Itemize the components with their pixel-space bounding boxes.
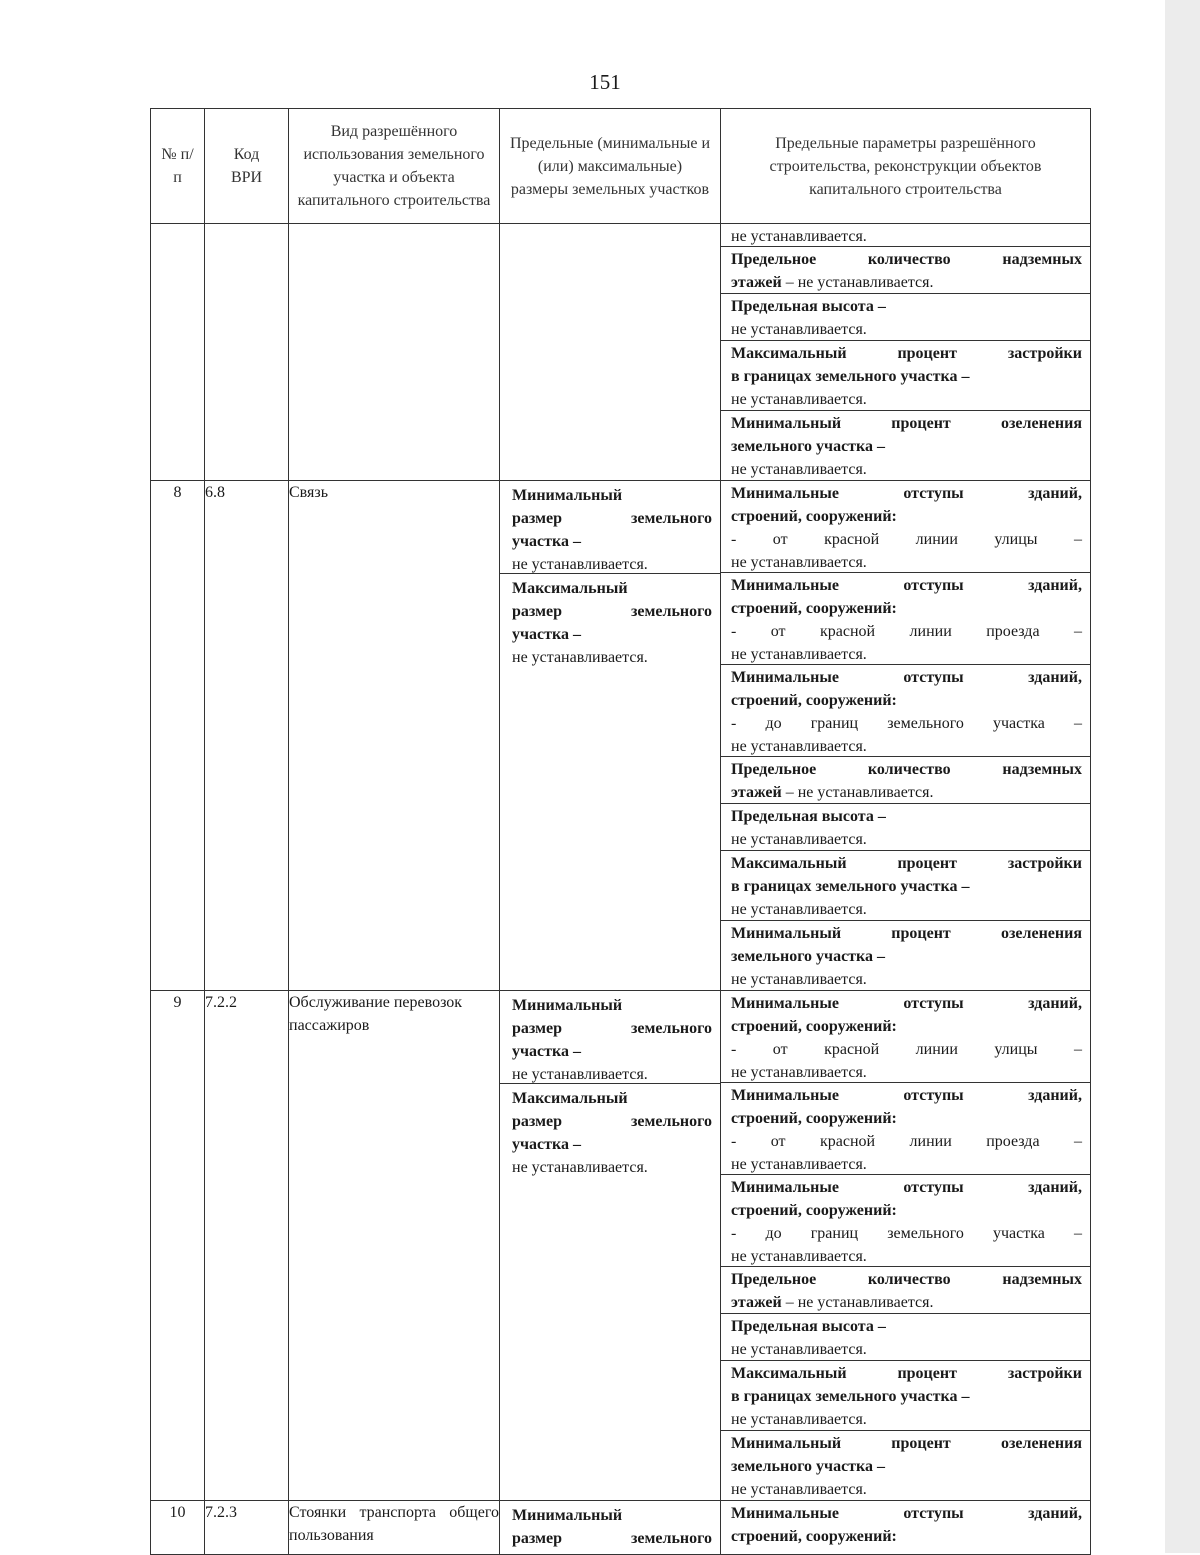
cell-code: 7.2.2 — [205, 991, 289, 1501]
cell-name: Связь — [289, 481, 500, 991]
table-header-row — [151, 109, 1091, 224]
size-min: Минимальный размер земельного участка – не устанавливается. — [500, 991, 720, 1084]
param-item: Минимальные отступы зданий, строений, сооружений: - от красной линии проезда – не устанавливается. — [721, 573, 1090, 665]
param-item: Минимальные отступы зданий, строений, сооружений: - от красной линии улицы – не устанавливается. — [721, 481, 1090, 573]
cell-params — [721, 224, 1091, 481]
size-min: Минимальный размер земельного участка – не устанавливается. — [500, 481, 720, 574]
size-max: Максимальный размер земельного участка – не устанавливается. — [512, 580, 712, 666]
cell-num: 10 — [151, 1501, 205, 1555]
param-item: Предельное количество надземных этажей – не устанавливается. — [721, 1267, 1090, 1314]
cell-num: 8 — [151, 481, 205, 991]
header-build-params: Предельные параметры разрешённого строительства, реконструкции объектов капитального строительства — [721, 109, 1091, 224]
param-item: Максимальный процент застройки в границах земельного участка – не устанавливается. — [721, 1361, 1090, 1431]
cell-params — [721, 991, 1091, 1501]
cell-code — [205, 224, 289, 481]
cell-num: 9 — [151, 991, 205, 1501]
header-num: № п/п — [151, 109, 205, 224]
size-min: Минимальный размер земельного — [512, 1507, 712, 1547]
cell-num — [151, 224, 205, 481]
cell-sizes — [500, 224, 721, 481]
scan-edge-strip — [1165, 0, 1200, 1553]
cell-code: 7.2.3 — [205, 1501, 289, 1555]
header-plot-sizes: Предельные (минимальные и (или) максимальные) размеры земельных участков — [500, 109, 721, 224]
param-item: Предельное количество надземных этажей – не устанавливается. — [721, 247, 1090, 294]
param-item: Минимальный процент озеленения земельного участка – не устанавливается. — [731, 925, 1082, 988]
table-row-8 — [151, 481, 1091, 991]
cell-sizes — [500, 481, 721, 991]
param-item — [721, 224, 1090, 247]
cell-name — [289, 224, 500, 481]
cell-code: 6.8 — [205, 481, 289, 991]
param-item: Предельное количество надземных этажей – не устанавливается. — [721, 757, 1090, 804]
param-item: Предельная высота – не устанавливается. — [721, 804, 1090, 851]
table-row-continuation — [151, 224, 1091, 481]
param-item: Минимальные отступы зданий, строений, сооружений: - от красной линии улицы – не устанавливается. — [721, 991, 1090, 1083]
cell-name: Обслуживание перевозок пассажиров — [289, 991, 500, 1501]
param-text: не устанавливается. — [731, 228, 867, 245]
param-item: Минимальные отступы зданий, строений, сооружений: - от красной линии проезда – не устанавливается. — [721, 1083, 1090, 1175]
table-row-9 — [151, 991, 1091, 1501]
page-number: 151 — [589, 70, 621, 94]
size-max: Максимальный размер земельного участка – не устанавливается. — [512, 1090, 712, 1176]
regulations-table — [150, 108, 1091, 1555]
param-item: Минимальный процент озеленения земельного участка – не устанавливается. — [731, 415, 1082, 478]
header-use-type: Вид разрешённого использования земельного участка и объекта капитального строительства — [289, 109, 500, 224]
cell-params — [721, 481, 1091, 991]
cell-sizes — [500, 1501, 721, 1555]
param-item: Максимальный процент застройки в границах земельного участка – не устанавливается. — [721, 341, 1090, 411]
table-row-10 — [151, 1501, 1091, 1555]
param-item: Максимальный процент застройки в границах земельного участка – не устанавливается. — [721, 851, 1090, 921]
cell-sizes — [500, 991, 721, 1501]
param-item: Минимальный процент озеленения земельного участка – не устанавливается. — [731, 1435, 1082, 1498]
header-code: Код ВРИ — [205, 109, 289, 224]
cell-params — [721, 1501, 1091, 1555]
param-item: Минимальные отступы зданий, строений, сооружений: - до границ земельного участка – не устанавливается. — [721, 1175, 1090, 1267]
param-item: Предельная высота – не устанавливается. — [721, 294, 1090, 341]
param-item: Минимальные отступы зданий, строений, сооружений: — [731, 1505, 1082, 1545]
param-item: Минимальные отступы зданий, строений, сооружений: - до границ земельного участка – не устанавливается. — [721, 665, 1090, 757]
cell-name: Стоянки транспорта общего пользования — [289, 1501, 500, 1555]
param-item: Предельная высота – не устанавливается. — [721, 1314, 1090, 1361]
